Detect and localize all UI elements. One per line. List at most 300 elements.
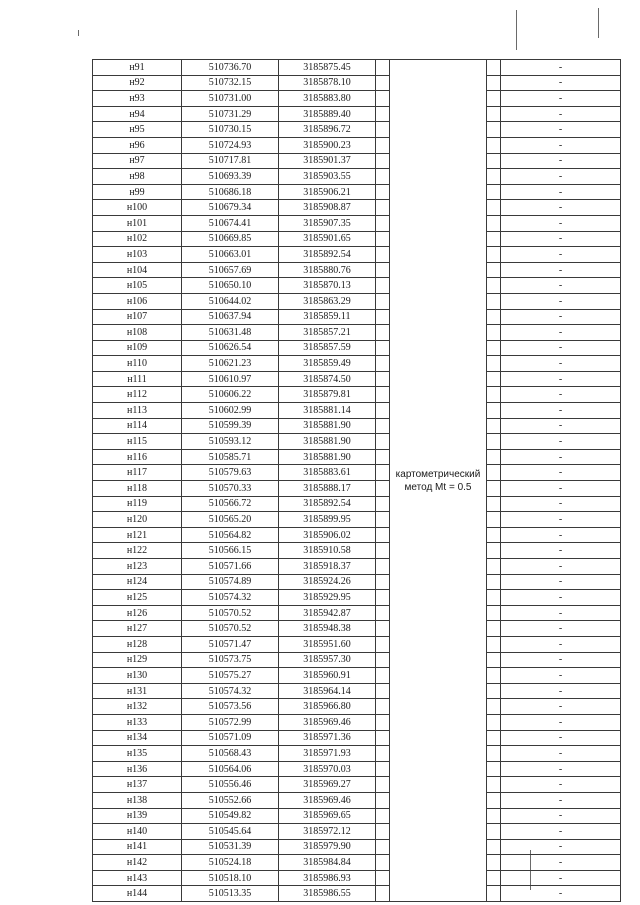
point-name-cell: н119 — [93, 496, 182, 512]
dash-cell: - — [501, 761, 621, 777]
y-coordinate-cell: 3185979.90 — [279, 839, 376, 855]
dash-cell: - — [501, 434, 621, 450]
y-coordinate-cell: 3185910.58 — [279, 543, 376, 559]
y-coordinate-cell: 3185870.13 — [279, 278, 376, 294]
dash-cell: - — [501, 231, 621, 247]
table-row — [93, 449, 621, 465]
dash-cell: - — [501, 792, 621, 808]
scan-mark — [78, 30, 79, 36]
y-coordinate-cell: 3185881.14 — [279, 403, 376, 419]
coordinates-sheet — [92, 59, 613, 902]
empty-cell — [487, 481, 501, 497]
point-name-cell: н100 — [93, 200, 182, 216]
dash-cell: - — [501, 169, 621, 185]
x-coordinate-cell: 510566.72 — [182, 496, 279, 512]
empty-cell — [376, 309, 390, 325]
table-row — [93, 169, 621, 185]
empty-cell — [376, 792, 390, 808]
x-coordinate-cell: 510631.48 — [182, 325, 279, 341]
y-coordinate-cell: 3185857.21 — [279, 325, 376, 341]
y-coordinate-cell: 3185984.84 — [279, 855, 376, 871]
point-name-cell: н96 — [93, 137, 182, 153]
empty-cell — [376, 231, 390, 247]
table-row — [93, 714, 621, 730]
x-coordinate-cell: 510736.70 — [182, 60, 279, 76]
table-row — [93, 387, 621, 403]
empty-cell — [487, 636, 501, 652]
x-coordinate-cell: 510610.97 — [182, 371, 279, 387]
y-coordinate-cell: 3185918.37 — [279, 559, 376, 575]
y-coordinate-cell: 3185969.65 — [279, 808, 376, 824]
y-coordinate-cell: 3185986.93 — [279, 870, 376, 886]
point-name-cell: н144 — [93, 886, 182, 902]
empty-cell — [376, 870, 390, 886]
y-coordinate-cell: 3185948.38 — [279, 621, 376, 637]
y-coordinate-cell: 3185901.65 — [279, 231, 376, 247]
y-coordinate-cell: 3185889.40 — [279, 106, 376, 122]
table-row — [93, 309, 621, 325]
table-row — [93, 153, 621, 169]
empty-cell — [487, 340, 501, 356]
point-name-cell: н110 — [93, 356, 182, 372]
empty-cell — [487, 91, 501, 107]
method-cell — [390, 60, 487, 902]
dash-cell: - — [501, 418, 621, 434]
x-coordinate-cell: 510570.33 — [182, 481, 279, 497]
empty-cell — [376, 777, 390, 793]
table-row — [93, 60, 621, 76]
empty-cell — [487, 824, 501, 840]
point-name-cell: н130 — [93, 668, 182, 684]
point-name-cell: н113 — [93, 403, 182, 419]
empty-cell — [487, 746, 501, 762]
empty-cell — [376, 559, 390, 575]
dash-cell: - — [501, 106, 621, 122]
table-row — [93, 106, 621, 122]
empty-cell — [376, 200, 390, 216]
point-name-cell: н122 — [93, 543, 182, 559]
empty-cell — [376, 621, 390, 637]
y-coordinate-cell: 3185859.11 — [279, 309, 376, 325]
point-name-cell: н93 — [93, 91, 182, 107]
y-coordinate-cell: 3185857.59 — [279, 340, 376, 356]
point-name-cell: н91 — [93, 60, 182, 76]
x-coordinate-cell: 510573.75 — [182, 652, 279, 668]
empty-cell — [487, 418, 501, 434]
table-row — [93, 699, 621, 715]
dash-cell: - — [501, 699, 621, 715]
point-name-cell: н143 — [93, 870, 182, 886]
empty-cell — [487, 699, 501, 715]
dash-cell: - — [501, 652, 621, 668]
y-coordinate-cell: 3185881.90 — [279, 418, 376, 434]
empty-cell — [376, 527, 390, 543]
y-coordinate-cell: 3185957.30 — [279, 652, 376, 668]
point-name-cell: н105 — [93, 278, 182, 294]
empty-cell — [487, 434, 501, 450]
dash-cell: - — [501, 75, 621, 91]
table-row — [93, 777, 621, 793]
x-coordinate-cell: 510573.56 — [182, 699, 279, 715]
dash-cell: - — [501, 621, 621, 637]
y-coordinate-cell: 3185942.87 — [279, 605, 376, 621]
table-row — [93, 481, 621, 497]
y-coordinate-cell: 3185906.21 — [279, 184, 376, 200]
table-row — [93, 403, 621, 419]
table-row — [93, 527, 621, 543]
x-coordinate-cell: 510650.10 — [182, 278, 279, 294]
x-coordinate-cell: 510513.35 — [182, 886, 279, 902]
dash-cell: - — [501, 262, 621, 278]
empty-cell — [487, 262, 501, 278]
empty-cell — [487, 215, 501, 231]
dash-cell: - — [501, 356, 621, 372]
table-row — [93, 293, 621, 309]
x-coordinate-cell: 510570.52 — [182, 621, 279, 637]
empty-cell — [376, 169, 390, 185]
y-coordinate-cell: 3185875.45 — [279, 60, 376, 76]
empty-cell — [376, 325, 390, 341]
empty-cell — [376, 652, 390, 668]
x-coordinate-cell: 510644.02 — [182, 293, 279, 309]
point-name-cell: н120 — [93, 512, 182, 528]
empty-cell — [376, 262, 390, 278]
empty-cell — [376, 122, 390, 138]
x-coordinate-cell: 510571.47 — [182, 636, 279, 652]
empty-cell — [376, 839, 390, 855]
point-name-cell: н128 — [93, 636, 182, 652]
table-row — [93, 668, 621, 684]
y-coordinate-cell: 3185899.95 — [279, 512, 376, 528]
empty-cell — [376, 403, 390, 419]
y-coordinate-cell: 3185969.46 — [279, 714, 376, 730]
x-coordinate-cell: 510574.89 — [182, 574, 279, 590]
y-coordinate-cell: 3185896.72 — [279, 122, 376, 138]
empty-cell — [376, 808, 390, 824]
y-coordinate-cell: 3185903.55 — [279, 169, 376, 185]
table-row — [93, 262, 621, 278]
empty-cell — [376, 746, 390, 762]
empty-cell — [376, 293, 390, 309]
table-row — [93, 746, 621, 762]
x-coordinate-cell: 510549.82 — [182, 808, 279, 824]
x-coordinate-cell: 510679.34 — [182, 200, 279, 216]
dash-cell: - — [501, 247, 621, 263]
x-coordinate-cell: 510637.94 — [182, 309, 279, 325]
x-coordinate-cell: 510574.32 — [182, 590, 279, 606]
empty-cell — [376, 496, 390, 512]
x-coordinate-cell: 510574.32 — [182, 683, 279, 699]
scan-mark — [598, 8, 599, 38]
table-row — [93, 75, 621, 91]
dash-cell: - — [501, 309, 621, 325]
table-row — [93, 839, 621, 855]
table-row — [93, 184, 621, 200]
x-coordinate-cell: 510518.10 — [182, 870, 279, 886]
y-coordinate-cell: 3185878.10 — [279, 75, 376, 91]
empty-cell — [487, 231, 501, 247]
table-row — [93, 512, 621, 528]
x-coordinate-cell: 510572.99 — [182, 714, 279, 730]
y-coordinate-cell: 3185881.90 — [279, 449, 376, 465]
empty-cell — [487, 356, 501, 372]
empty-cell — [376, 60, 390, 76]
dash-cell: - — [501, 153, 621, 169]
point-name-cell: н109 — [93, 340, 182, 356]
x-coordinate-cell: 510686.18 — [182, 184, 279, 200]
x-coordinate-cell: 510545.64 — [182, 824, 279, 840]
empty-cell — [487, 387, 501, 403]
point-name-cell: н138 — [93, 792, 182, 808]
dash-cell: - — [501, 668, 621, 684]
point-name-cell: н103 — [93, 247, 182, 263]
x-coordinate-cell: 510579.63 — [182, 465, 279, 481]
empty-cell — [376, 387, 390, 403]
dash-cell: - — [501, 215, 621, 231]
dash-cell: - — [501, 839, 621, 855]
dash-cell: - — [501, 559, 621, 575]
empty-cell — [376, 153, 390, 169]
empty-cell — [487, 496, 501, 512]
table-row — [93, 278, 621, 294]
empty-cell — [376, 699, 390, 715]
coordinates-table-body — [93, 60, 621, 902]
y-coordinate-cell: 3185972.12 — [279, 824, 376, 840]
y-coordinate-cell: 3185924.26 — [279, 574, 376, 590]
empty-cell — [376, 714, 390, 730]
x-coordinate-cell: 510570.52 — [182, 605, 279, 621]
point-name-cell: н125 — [93, 590, 182, 606]
table-row — [93, 730, 621, 746]
x-coordinate-cell: 510571.66 — [182, 559, 279, 575]
x-coordinate-cell: 510730.15 — [182, 122, 279, 138]
empty-cell — [487, 714, 501, 730]
dash-cell: - — [501, 543, 621, 559]
table-row — [93, 574, 621, 590]
dash-cell: - — [501, 184, 621, 200]
point-name-cell: н129 — [93, 652, 182, 668]
dash-cell: - — [501, 403, 621, 419]
empty-cell — [487, 839, 501, 855]
x-coordinate-cell: 510606.22 — [182, 387, 279, 403]
empty-cell — [487, 60, 501, 76]
empty-cell — [487, 184, 501, 200]
dash-cell: - — [501, 496, 621, 512]
empty-cell — [376, 215, 390, 231]
empty-cell — [376, 481, 390, 497]
dash-cell: - — [501, 200, 621, 216]
y-coordinate-cell: 3185874.50 — [279, 371, 376, 387]
x-coordinate-cell: 510524.18 — [182, 855, 279, 871]
empty-cell — [376, 683, 390, 699]
table-row — [93, 683, 621, 699]
x-coordinate-cell: 510575.27 — [182, 668, 279, 684]
dash-cell: - — [501, 824, 621, 840]
empty-cell — [487, 652, 501, 668]
dash-cell: - — [501, 293, 621, 309]
empty-cell — [376, 75, 390, 91]
point-name-cell: н111 — [93, 371, 182, 387]
x-coordinate-cell: 510566.15 — [182, 543, 279, 559]
y-coordinate-cell: 3185908.87 — [279, 200, 376, 216]
dash-cell: - — [501, 590, 621, 606]
empty-cell — [376, 371, 390, 387]
empty-cell — [487, 527, 501, 543]
empty-cell — [487, 590, 501, 606]
empty-cell — [487, 621, 501, 637]
dash-cell: - — [501, 137, 621, 153]
point-name-cell: н127 — [93, 621, 182, 637]
table-row — [93, 559, 621, 575]
point-name-cell: н141 — [93, 839, 182, 855]
table-row — [93, 621, 621, 637]
empty-cell — [376, 543, 390, 559]
point-name-cell: н112 — [93, 387, 182, 403]
y-coordinate-cell: 3185971.93 — [279, 746, 376, 762]
empty-cell — [487, 75, 501, 91]
table-row — [93, 824, 621, 840]
y-coordinate-cell: 3185970.03 — [279, 761, 376, 777]
method-line-1: картометрический — [395, 468, 481, 480]
table-row — [93, 496, 621, 512]
empty-cell — [487, 106, 501, 122]
table-row — [93, 137, 621, 153]
table-row — [93, 543, 621, 559]
empty-cell — [376, 91, 390, 107]
empty-cell — [376, 605, 390, 621]
table-row — [93, 761, 621, 777]
table-row — [93, 855, 621, 871]
x-coordinate-cell: 510593.12 — [182, 434, 279, 450]
dash-cell: - — [501, 481, 621, 497]
table-row — [93, 215, 621, 231]
x-coordinate-cell: 510565.20 — [182, 512, 279, 528]
y-coordinate-cell: 3185880.76 — [279, 262, 376, 278]
empty-cell — [487, 403, 501, 419]
empty-cell — [487, 559, 501, 575]
x-coordinate-cell: 510717.81 — [182, 153, 279, 169]
y-coordinate-cell: 3185960.91 — [279, 668, 376, 684]
table-row — [93, 886, 621, 902]
point-name-cell: н121 — [93, 527, 182, 543]
empty-cell — [376, 418, 390, 434]
y-coordinate-cell: 3185892.54 — [279, 247, 376, 263]
x-coordinate-cell: 510599.39 — [182, 418, 279, 434]
empty-cell — [376, 465, 390, 481]
dash-cell: - — [501, 730, 621, 746]
y-coordinate-cell: 3185892.54 — [279, 496, 376, 512]
y-coordinate-cell: 3185969.27 — [279, 777, 376, 793]
x-coordinate-cell: 510571.09 — [182, 730, 279, 746]
empty-cell — [376, 574, 390, 590]
y-coordinate-cell: 3185966.80 — [279, 699, 376, 715]
empty-cell — [376, 278, 390, 294]
y-coordinate-cell: 3185859.49 — [279, 356, 376, 372]
point-name-cell: н137 — [93, 777, 182, 793]
y-coordinate-cell: 3185951.60 — [279, 636, 376, 652]
point-name-cell: н131 — [93, 683, 182, 699]
x-coordinate-cell: 510657.69 — [182, 262, 279, 278]
dash-cell: - — [501, 870, 621, 886]
table-row — [93, 434, 621, 450]
y-coordinate-cell: 3185881.90 — [279, 434, 376, 450]
dash-cell: - — [501, 325, 621, 341]
table-row — [93, 605, 621, 621]
empty-cell — [487, 247, 501, 263]
empty-cell — [487, 137, 501, 153]
table-row — [93, 356, 621, 372]
point-name-cell: н102 — [93, 231, 182, 247]
table-row — [93, 340, 621, 356]
empty-cell — [487, 605, 501, 621]
table-row — [93, 247, 621, 263]
point-name-cell: н123 — [93, 559, 182, 575]
point-name-cell: н134 — [93, 730, 182, 746]
empty-cell — [376, 761, 390, 777]
table-row — [93, 590, 621, 606]
x-coordinate-cell: 510568.43 — [182, 746, 279, 762]
y-coordinate-cell: 3185986.55 — [279, 886, 376, 902]
point-name-cell: н132 — [93, 699, 182, 715]
coordinates-table — [92, 59, 621, 902]
point-name-cell: н116 — [93, 449, 182, 465]
dash-cell: - — [501, 605, 621, 621]
empty-cell — [487, 730, 501, 746]
x-coordinate-cell: 510724.93 — [182, 137, 279, 153]
empty-cell — [487, 278, 501, 294]
empty-cell — [376, 247, 390, 263]
table-row — [93, 636, 621, 652]
point-name-cell: н139 — [93, 808, 182, 824]
empty-cell — [487, 449, 501, 465]
empty-cell — [487, 761, 501, 777]
dash-cell: - — [501, 278, 621, 294]
x-coordinate-cell: 510602.99 — [182, 403, 279, 419]
x-coordinate-cell: 510674.41 — [182, 215, 279, 231]
dash-cell: - — [501, 683, 621, 699]
point-name-cell: н117 — [93, 465, 182, 481]
empty-cell — [376, 590, 390, 606]
point-name-cell: н140 — [93, 824, 182, 840]
empty-cell — [487, 325, 501, 341]
empty-cell — [487, 512, 501, 528]
table-row — [93, 200, 621, 216]
empty-cell — [487, 574, 501, 590]
empty-cell — [376, 855, 390, 871]
x-coordinate-cell: 510585.71 — [182, 449, 279, 465]
x-coordinate-cell: 510669.85 — [182, 231, 279, 247]
empty-cell — [487, 122, 501, 138]
y-coordinate-cell: 3185883.80 — [279, 91, 376, 107]
point-name-cell: н142 — [93, 855, 182, 871]
dash-cell: - — [501, 340, 621, 356]
empty-cell — [376, 184, 390, 200]
empty-cell — [487, 808, 501, 824]
table-row — [93, 122, 621, 138]
y-coordinate-cell: 3185971.36 — [279, 730, 376, 746]
x-coordinate-cell: 510531.39 — [182, 839, 279, 855]
point-name-cell: н108 — [93, 325, 182, 341]
empty-cell — [487, 683, 501, 699]
point-name-cell: н99 — [93, 184, 182, 200]
table-row — [93, 231, 621, 247]
dash-cell: - — [501, 387, 621, 403]
empty-cell — [487, 886, 501, 902]
empty-cell — [376, 137, 390, 153]
empty-cell — [487, 870, 501, 886]
scan-mark — [516, 10, 517, 50]
empty-cell — [376, 106, 390, 122]
